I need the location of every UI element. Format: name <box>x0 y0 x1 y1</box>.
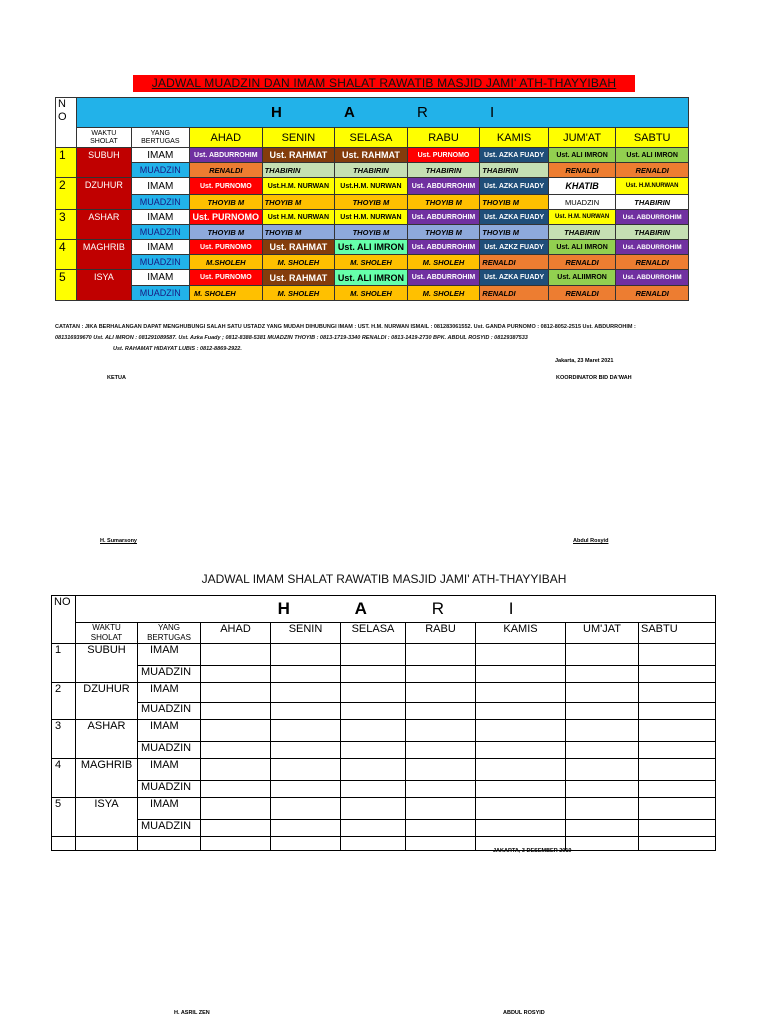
muadzin-cell: RENALDI <box>190 163 263 178</box>
day-header: SENIN <box>271 623 341 644</box>
empty-cell[interactable] <box>271 683 341 703</box>
imam-cell: Ust. ABDURROHIM <box>190 148 263 163</box>
empty-cell[interactable] <box>271 720 341 742</box>
day-header: KAMIS <box>476 623 566 644</box>
empty-cell[interactable] <box>639 683 716 703</box>
muadzin-cell: RENALDI <box>480 286 549 301</box>
muadzin-cell: THABIRIN <box>480 163 549 178</box>
day-header: AHAD <box>190 128 263 148</box>
day-header: SENIN <box>262 128 335 148</box>
imam-label: IMAM <box>138 683 201 703</box>
muadzin-cell: THOYIB M <box>335 195 408 210</box>
empty-cell[interactable] <box>201 820 271 837</box>
muadzin-cell: THOYIB M <box>262 195 335 210</box>
imam-cell: Ust. H.M.NURWAN <box>616 178 689 195</box>
muadzin-label: MUADZIN <box>138 781 201 798</box>
row-number: 2 <box>56 178 77 210</box>
muadzin-cell: M. SHOLEH <box>335 255 408 270</box>
signature-name-left-2: H. ASRIL ZEN <box>174 1010 210 1016</box>
empty-cell[interactable] <box>476 742 566 759</box>
empty-cell[interactable] <box>566 798 639 820</box>
empty-cell[interactable] <box>406 683 476 703</box>
empty-cell[interactable] <box>76 837 138 851</box>
hari-letter: A <box>354 599 367 618</box>
hari-letter: A <box>343 104 355 121</box>
empty-cell[interactable] <box>201 837 271 851</box>
empty-cell[interactable] <box>138 837 201 851</box>
muadzin-label: MUADZIN <box>138 703 201 720</box>
imam-cell: Ust. AZKZ FUADY <box>480 240 549 255</box>
day-header: SELASA <box>341 623 406 644</box>
day-header: SABTU <box>616 128 689 148</box>
empty-cell[interactable] <box>639 781 716 798</box>
imam-cell: Ust. AZKA FUADY <box>480 210 549 225</box>
empty-cell[interactable] <box>476 781 566 798</box>
day-header: AHAD <box>201 623 271 644</box>
schedule-table-colored <box>55 97 689 301</box>
muadzin-cell: RENALDI <box>480 255 549 270</box>
empty-cell[interactable] <box>201 644 271 666</box>
empty-cell[interactable] <box>566 837 639 851</box>
empty-cell[interactable] <box>201 666 271 683</box>
muadzin-cell: THABIRIN <box>616 195 689 210</box>
empty-cell[interactable] <box>406 759 476 781</box>
imam-label: IMAM <box>131 270 189 286</box>
empty-cell[interactable] <box>406 644 476 666</box>
muadzin-cell: THOYIB M <box>480 225 549 240</box>
muadzin-cell: M. SHOLEH <box>407 286 480 301</box>
empty-cell[interactable] <box>476 666 566 683</box>
empty-cell[interactable] <box>201 703 271 720</box>
imam-cell: Ust. ABDURROHIM <box>407 178 480 195</box>
empty-cell[interactable] <box>341 644 406 666</box>
empty-cell[interactable] <box>341 781 406 798</box>
muadzin-cell: THABIRIN <box>407 163 480 178</box>
contact-note-line-1: CATATAN : JIKA BERHALANGAN DAPAT MENGHUBUNGI SALAH SATU USTADZ YANG MUDAH DIHUBUNGI IMAM : UST. H.M. NURWAN ISMAIL : 081283061552. Ust. GANDA PURNOMO : 0812-8052-2515 Ust. ABDURROHIM : <box>55 324 636 330</box>
empty-cell[interactable] <box>476 703 566 720</box>
empty-cell[interactable] <box>406 837 476 851</box>
empty-cell[interactable] <box>566 820 639 837</box>
waktu-cell: ISYA <box>77 270 131 301</box>
imam-cell: Ust. ABDURROHIM <box>616 210 689 225</box>
empty-cell[interactable] <box>566 683 639 703</box>
imam-cell: Ust. RAHMAT <box>262 270 335 286</box>
day-header: RABU <box>406 623 476 644</box>
imam-cell: Ust. PURNOMO <box>190 178 263 195</box>
empty-cell[interactable] <box>566 759 639 781</box>
document-date: Jakarta, 23 Maret 2021 <box>555 358 614 364</box>
empty-cell[interactable] <box>201 742 271 759</box>
muadzin-cell: THOYIB M <box>407 195 480 210</box>
yang-bertugas-header: YANG BERTUGAS <box>131 128 189 148</box>
hari-letter: R <box>431 599 444 618</box>
empty-cell[interactable] <box>201 683 271 703</box>
koordinator-label: KOORDINATOR BID DA'WAH <box>556 375 632 381</box>
empty-cell[interactable] <box>566 781 639 798</box>
waktu-cell: MAGHRIB <box>76 759 138 798</box>
waktu-sholat-header: WAKTU SHOLAT <box>77 128 131 148</box>
signature-name-right: Abdul Rosyid <box>573 538 609 544</box>
imam-cell: Ust. ALI IMRON <box>335 270 408 286</box>
day-header: KAMIS <box>480 128 549 148</box>
schedule-title-2: JADWAL IMAM SHALAT RAWATIB MASJID JAMI' ATH-THAYYIBAH <box>201 572 567 586</box>
empty-cell[interactable] <box>566 666 639 683</box>
yang-bertugas-header-2: YANG BERTUGAS <box>138 623 201 644</box>
imam-cell: Ust. ALI IMRON <box>548 148 616 163</box>
empty-cell[interactable] <box>271 742 341 759</box>
empty-cell[interactable] <box>639 837 716 851</box>
row-number: 4 <box>52 759 76 798</box>
no-header: N O <box>56 98 77 148</box>
muadzin-cell: M. SHOLEH <box>407 255 480 270</box>
empty-cell[interactable] <box>639 759 716 781</box>
empty-cell[interactable] <box>271 781 341 798</box>
imam-label: IMAM <box>138 644 201 666</box>
muadzin-cell: MUADZIN <box>548 195 616 210</box>
muadzin-cell: M. SHOLEH <box>262 286 335 301</box>
imam-cell: KHATIB <box>548 178 616 195</box>
empty-cell[interactable] <box>341 759 406 781</box>
waktu-cell: ASHAR <box>76 720 138 759</box>
empty-cell[interactable] <box>271 644 341 666</box>
empty-cell[interactable] <box>271 666 341 683</box>
empty-cell[interactable] <box>639 644 716 666</box>
hari-letter: R <box>417 104 428 121</box>
waktu-cell: SUBUH <box>77 148 131 178</box>
waktu-cell: MAGHRIB <box>77 240 131 270</box>
contact-note-line-3: Ust. RAHAMAT HIDAYAT LUBIS : 0812-8869-2922. <box>113 346 242 352</box>
muadzin-cell: M.SHOLEH <box>190 255 263 270</box>
empty-cell[interactable] <box>341 798 406 820</box>
imam-cell: Ust. ABDURROHIM <box>616 270 689 286</box>
imam-cell: Ust. ABDURROHIM <box>407 210 480 225</box>
muadzin-cell: THABIRIN <box>616 225 689 240</box>
empty-cell[interactable] <box>406 742 476 759</box>
hari-letter: I <box>508 599 514 618</box>
hari-header-2 <box>76 596 716 623</box>
empty-cell[interactable] <box>271 820 341 837</box>
muadzin-label: MUADZIN <box>131 195 189 210</box>
muadzin-cell: RENALDI <box>548 255 616 270</box>
imam-cell: Ust. ALI IMRON <box>548 240 616 255</box>
imam-cell: Ust H.M. NURWAN <box>335 210 408 225</box>
muadzin-label: MUADZIN <box>131 225 189 240</box>
muadzin-cell: THOYIB M <box>407 225 480 240</box>
waktu-cell: DZUHUR <box>76 683 138 720</box>
empty-cell[interactable] <box>406 720 476 742</box>
empty-cell[interactable] <box>341 683 406 703</box>
empty-cell[interactable] <box>271 759 341 781</box>
muadzin-cell: THOYIB M <box>190 195 263 210</box>
empty-cell[interactable] <box>476 720 566 742</box>
waktu-cell: SUBUH <box>76 644 138 683</box>
imam-cell: Ust.H.M. NURWAN <box>262 178 335 195</box>
row-number: 3 <box>52 720 76 759</box>
imam-cell: Ust. ALI IMRON <box>616 148 689 163</box>
imam-cell: Ust. ALI IMRON <box>335 240 408 255</box>
imam-cell: Ust. PURNOMO <box>190 240 263 255</box>
empty-cell[interactable] <box>271 837 341 851</box>
muadzin-cell: RENALDI <box>616 286 689 301</box>
imam-cell: Ust. AZKA FUADY <box>480 148 549 163</box>
imam-label: IMAM <box>131 210 189 225</box>
empty-cell[interactable] <box>201 720 271 742</box>
imam-cell: Ust. H.M. NURWAN <box>548 210 616 225</box>
muadzin-cell: THOYIB M <box>262 225 335 240</box>
day-header: SELASA <box>335 128 408 148</box>
schedule-title: JADWAL MUADZIN DAN IMAM SHALAT RAWATIB MASJID JAMI' ATH-THAYYIBAH <box>133 75 635 92</box>
muadzin-cell: THABIRIN <box>548 225 616 240</box>
imam-cell: Ust. ALIIMRON <box>548 270 616 286</box>
signature-name-right-2: ABDUL ROSYID <box>503 1010 545 1016</box>
empty-cell[interactable] <box>476 820 566 837</box>
imam-cell: Ust. ABDURROHIM <box>407 240 480 255</box>
empty-cell[interactable] <box>341 820 406 837</box>
row-number: 3 <box>56 210 77 240</box>
empty-cell[interactable] <box>639 666 716 683</box>
imam-cell: Ust.H.M. NURWAN <box>335 178 408 195</box>
empty-cell[interactable] <box>52 837 76 851</box>
imam-cell: Ust. PURNOMO <box>190 210 263 225</box>
waktu-cell: ASHAR <box>77 210 131 240</box>
empty-cell[interactable] <box>639 703 716 720</box>
empty-cell[interactable] <box>476 798 566 820</box>
muadzin-cell: THOYIB M <box>335 225 408 240</box>
empty-cell[interactable] <box>406 798 476 820</box>
imam-cell: Ust. RAHMAT <box>335 148 408 163</box>
row-number: 1 <box>52 644 76 683</box>
empty-cell[interactable] <box>201 781 271 798</box>
imam-cell: Ust. RAHMAT <box>262 240 335 255</box>
row-number: 5 <box>56 270 77 301</box>
row-number: 5 <box>52 798 76 837</box>
muadzin-cell: M. SHOLEH <box>190 286 263 301</box>
empty-cell[interactable] <box>271 798 341 820</box>
imam-label: IMAM <box>138 720 201 742</box>
empty-cell[interactable] <box>639 742 716 759</box>
muadzin-cell: THABIRIN <box>335 163 408 178</box>
imam-cell: Ust. AZKA FUADY <box>480 178 549 195</box>
empty-cell[interactable] <box>201 759 271 781</box>
muadzin-cell: M. SHOLEH <box>335 286 408 301</box>
muadzin-cell: THOYIB M <box>480 195 549 210</box>
muadzin-label: MUADZIN <box>131 286 189 301</box>
imam-cell: Ust. PURNOMO <box>407 148 480 163</box>
day-header: UM'JAT <box>566 623 639 644</box>
ketua-label: KETUA <box>107 375 126 381</box>
imam-label: IMAM <box>131 240 189 255</box>
imam-cell: Ust. ABDURROHIM <box>407 270 480 286</box>
day-header: SABTU <box>639 623 716 644</box>
waktu-cell: ISYA <box>76 798 138 837</box>
hari-letter: H <box>277 599 290 618</box>
contact-note-line-2: 081316939670 Ust. ALI IMRON : 081291089587. Ust. Azka Fuady ; 0812-8388-5381 MUADZIN THOYIB : 0813-1719-3340 RENALDI : 0813-1419-2730 BPK. ABDUL ROSYID : 08129387533 <box>55 335 528 341</box>
empty-cell[interactable] <box>639 720 716 742</box>
empty-cell[interactable] <box>406 820 476 837</box>
hari-letter: I <box>490 104 495 121</box>
row-number: 2 <box>52 683 76 720</box>
empty-cell[interactable] <box>271 703 341 720</box>
empty-cell[interactable] <box>476 759 566 781</box>
empty-cell[interactable] <box>566 742 639 759</box>
muadzin-label: MUADZIN <box>138 820 201 837</box>
empty-cell[interactable] <box>639 820 716 837</box>
schedule-table-blank <box>51 595 716 851</box>
muadzin-label: MUADZIN <box>131 255 189 270</box>
row-number: 4 <box>56 240 77 270</box>
empty-cell[interactable] <box>341 720 406 742</box>
empty-cell[interactable] <box>341 666 406 683</box>
waktu-cell: DZUHUR <box>77 178 131 210</box>
empty-cell[interactable] <box>406 781 476 798</box>
empty-cell[interactable] <box>406 703 476 720</box>
empty-cell[interactable] <box>476 683 566 703</box>
day-header: JUM'AT <box>548 128 616 148</box>
signature-name-left: H. Sumarsony <box>100 538 137 544</box>
day-header: RABU <box>407 128 480 148</box>
imam-cell: Ust. RAHMAT <box>262 148 335 163</box>
empty-cell[interactable] <box>639 798 716 820</box>
hari-letter: H <box>270 104 282 121</box>
empty-cell[interactable] <box>406 666 476 683</box>
waktu-sholat-header-2: WAKTU SHOLAT <box>76 623 138 644</box>
empty-cell[interactable] <box>341 837 406 851</box>
imam-label: IMAM <box>131 148 189 163</box>
muadzin-cell: RENALDI <box>548 163 616 178</box>
empty-cell[interactable] <box>566 703 639 720</box>
imam-label: IMAM <box>138 798 201 820</box>
empty-cell[interactable] <box>566 644 639 666</box>
imam-label: IMAM <box>131 178 189 195</box>
muadzin-label: MUADZIN <box>131 163 189 178</box>
empty-cell[interactable] <box>341 742 406 759</box>
muadzin-label: MUADZIN <box>138 666 201 683</box>
imam-cell: Ust. AZKA FUADY <box>480 270 549 286</box>
empty-cell[interactable] <box>341 703 406 720</box>
muadzin-cell: M. SHOLEH <box>262 255 335 270</box>
imam-cell: Ust H.M. NURWAN <box>262 210 335 225</box>
imam-cell: Ust. ABDURROHIM <box>616 240 689 255</box>
empty-cell[interactable] <box>476 644 566 666</box>
muadzin-cell: THABIRIN <box>262 163 335 178</box>
no-header-2: NO <box>52 596 76 644</box>
muadzin-cell: RENALDI <box>616 255 689 270</box>
hari-header <box>77 98 689 128</box>
empty-cell[interactable] <box>201 798 271 820</box>
imam-cell: Ust. PURNOMO <box>190 270 263 286</box>
muadzin-cell: RENALDI <box>548 286 616 301</box>
muadzin-cell: RENALDI <box>616 163 689 178</box>
row-number: 1 <box>56 148 77 178</box>
empty-cell[interactable] <box>566 720 639 742</box>
document-date-2: JAKARTA, 3 DESEMBER 2019 <box>493 848 572 854</box>
muadzin-cell: THOYIB M <box>190 225 263 240</box>
muadzin-label: MUADZIN <box>138 742 201 759</box>
imam-label: IMAM <box>138 759 201 781</box>
